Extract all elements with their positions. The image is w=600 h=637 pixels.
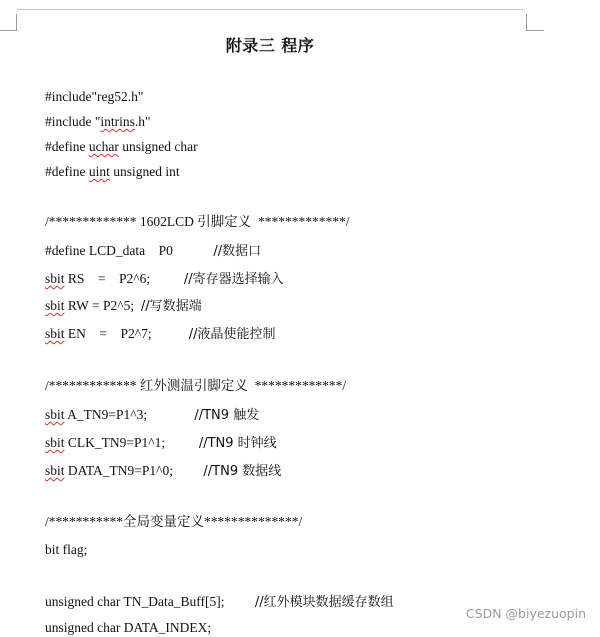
code-comment: //数据口 xyxy=(213,244,262,259)
code-text: .h" xyxy=(134,114,151,129)
spellcheck-word: intrins xyxy=(100,114,135,129)
code-text: #define xyxy=(45,164,89,179)
spellcheck-word: sbit xyxy=(45,298,65,313)
page-top-edge xyxy=(17,9,525,10)
code-comment-globals: /***********全局变量定义**************/ xyxy=(45,514,303,529)
spellcheck-word: sbit xyxy=(45,463,65,478)
code-text: #define LCD_data P0 xyxy=(45,243,214,258)
code-text: RW = P2^5; xyxy=(64,298,141,313)
spellcheck-word: sbit xyxy=(45,271,65,286)
code-line-sbit-a-tn9 xyxy=(45,406,259,425)
code-comment: //TN9 数据线 xyxy=(203,464,282,479)
code-comment: //红外模块数据缓存数组 xyxy=(254,595,394,610)
code-line-define-lcd-data xyxy=(45,242,261,261)
code-comment: //液晶使能控制 xyxy=(188,327,276,342)
code-text: EN = P2^7; xyxy=(64,326,189,341)
spellcheck-word: sbit xyxy=(45,435,65,450)
code-line-bit-flag: bit flag; xyxy=(45,542,88,557)
code-line-include-intrins xyxy=(45,113,151,131)
code-line-sbit-clk-tn9 xyxy=(45,434,277,453)
code-line-sbit-data-tn9 xyxy=(45,462,281,481)
code-line-sbit-rw xyxy=(45,297,202,316)
code-text: unsigned char TN_Data_Buff[5]; xyxy=(45,594,255,609)
code-comment: //写数据端 xyxy=(140,299,202,314)
code-text: A_TN9=P1^3; xyxy=(64,407,195,422)
code-comment-lcd-pins: /************* 1602LCD 引脚定义 *************/ xyxy=(45,214,350,229)
code-line-define-uchar xyxy=(45,138,198,156)
code-text: DATA_TN9=P1^0; xyxy=(64,463,204,478)
code-line-sbit-en xyxy=(45,325,275,344)
margin-corner-right-v xyxy=(526,14,527,31)
code-comment: //TN9 触发 xyxy=(194,408,260,423)
code-line-data-index: unsigned char DATA_INDEX; xyxy=(45,620,212,635)
code-text: unsigned char xyxy=(118,139,198,154)
code-line-tn-data-buff xyxy=(45,593,394,612)
code-text: #include " xyxy=(45,114,101,129)
page-title: 附录三 程序 xyxy=(225,36,315,55)
watermark: CSDN @biyezuopin xyxy=(465,606,586,621)
code-line-define-uint xyxy=(45,163,180,181)
code-comment: //TN9 时钟线 xyxy=(198,436,277,451)
code-text: RS = P2^6; xyxy=(64,271,184,286)
code-text: unsigned int xyxy=(109,164,180,179)
spellcheck-word: uchar xyxy=(88,139,119,154)
code-text: CLK_TN9=P1^1; xyxy=(64,435,199,450)
spellcheck-word: sbit xyxy=(45,407,65,422)
spellcheck-word: uint xyxy=(88,164,110,179)
code-comment-ir-pins: /************* 红外测温引脚定义 *************/ xyxy=(45,378,347,393)
code-line-sbit-rs xyxy=(45,270,284,289)
margin-corner-left-v xyxy=(16,14,17,31)
margin-corner-left xyxy=(0,30,16,31)
margin-corner-right xyxy=(526,30,544,31)
code-text: #define xyxy=(45,139,89,154)
code-comment: //寄存器选择输入 xyxy=(183,272,284,287)
spellcheck-word: sbit xyxy=(45,326,65,341)
code-line-include-reg52: #include"reg52.h" xyxy=(45,89,144,104)
